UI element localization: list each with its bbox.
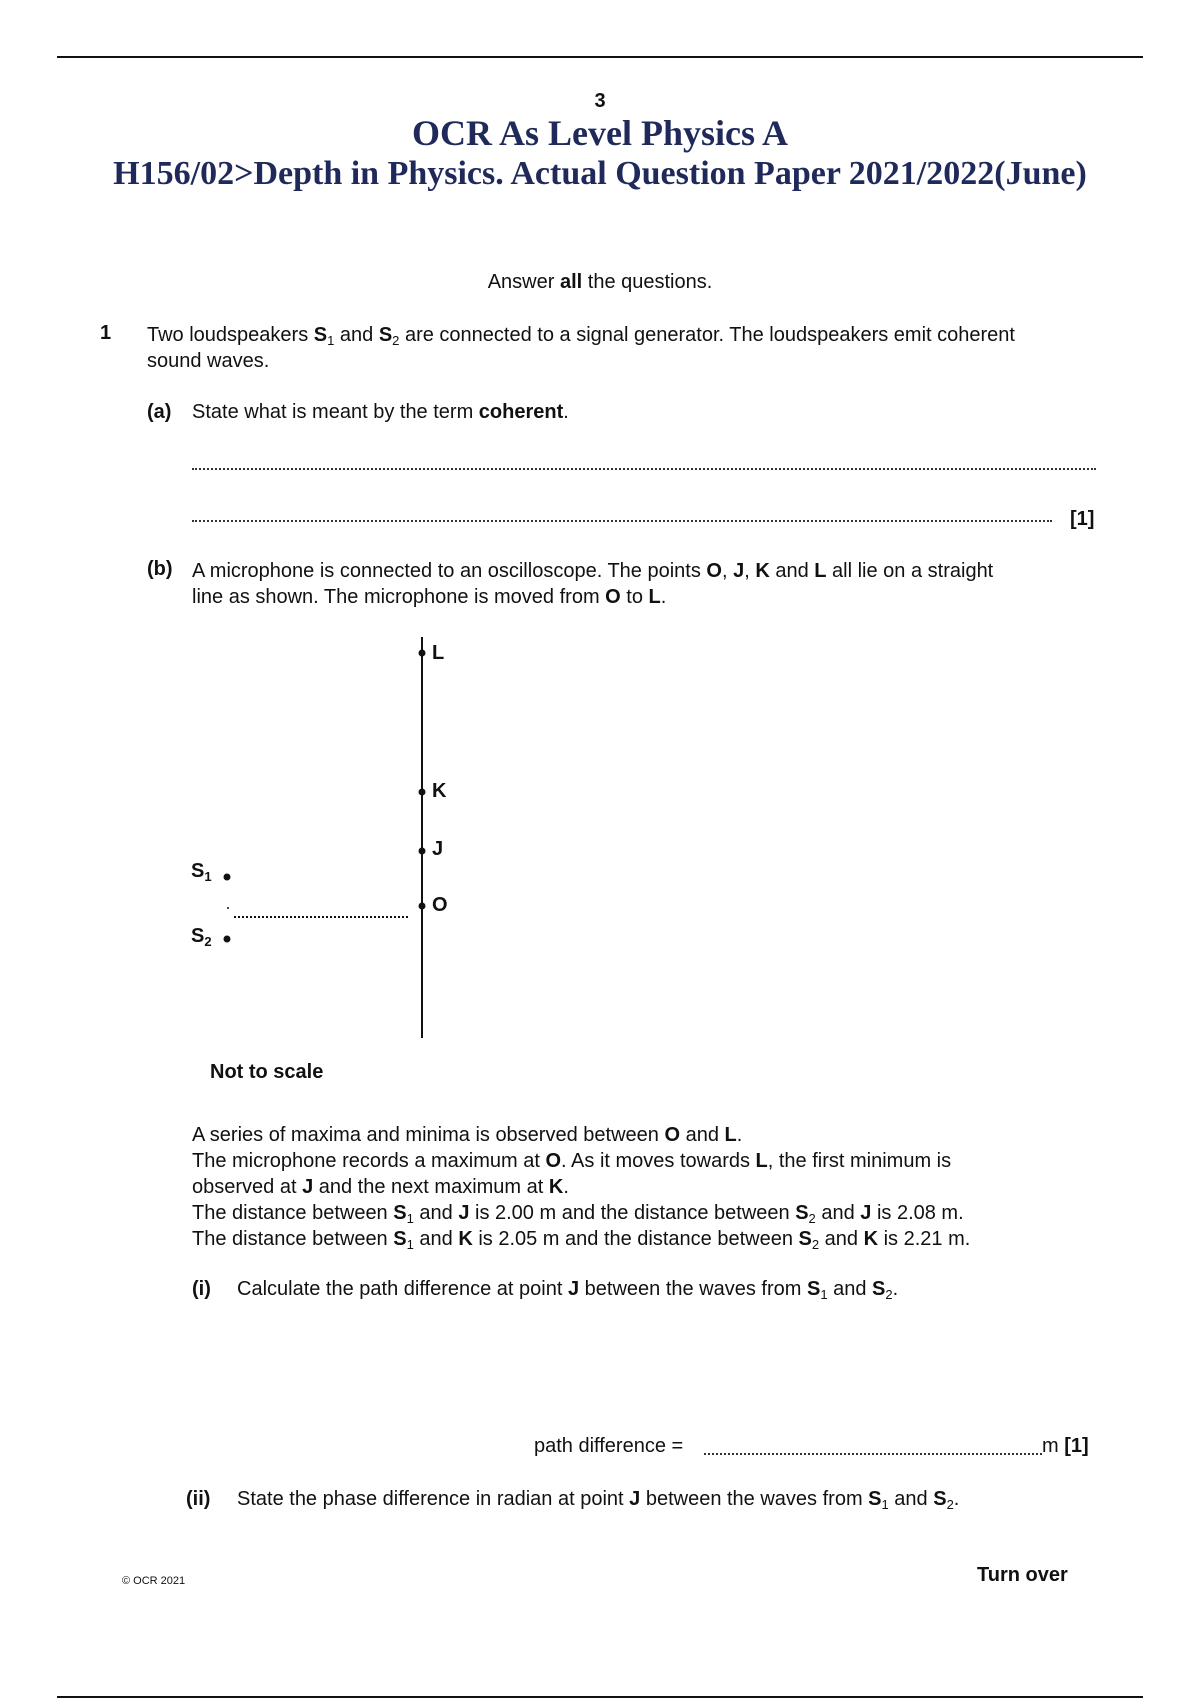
copyright: © OCR 2021 [122, 1575, 186, 1587]
point-K [419, 789, 426, 796]
question-number: 1 [100, 322, 112, 344]
page-number: 3 [594, 90, 606, 112]
part-ii-label: (ii) [186, 1488, 211, 1510]
source-S1 [224, 874, 231, 881]
observations: A series of maxima and minima is observed between O and L. The microphone records a maximum at O. As it moves towards L, the first minimum is observed at J and the next maximum at K. The distance between $S_1$ and J is 2.00 m and the distance between $S_2$ and J is 2.08 m. The distance between $S_1$ and K is 2.05 m and the distance between $S_2$ and K is 2.21 m. [192, 1124, 971, 1252]
path-difference-unit: m [1] [1042, 1435, 1089, 1457]
midpoint-dot [227, 907, 229, 909]
question-intro: Two loudspeakers $S_1$ and $S_2$ are connected to a signal generator. The loudspeakers emit coherent sound waves. [147, 324, 1015, 372]
path-difference-label: path difference = [534, 1435, 684, 1457]
label-S2: $S_2$ [191, 925, 212, 949]
part-b-label: (b) [147, 558, 173, 580]
point-O [419, 903, 426, 910]
label-K: K [432, 780, 447, 802]
part-a-text: State what is meant by the term coherent. [192, 401, 569, 423]
marks: [1] [1070, 508, 1095, 530]
part-ii-text: State the phase difference in radian at point J between the waves from $S_1$ and $S_2$. [237, 1488, 960, 1512]
label-L: L [432, 642, 445, 664]
paper-subtitle: H156/02>Depth in Physics. Actual Question Paper 2021/2022(June) [113, 155, 1087, 192]
part-a-label: (a) [147, 401, 172, 423]
label-O: O [432, 894, 448, 916]
diagram-caption: Not to scale [210, 1061, 324, 1083]
label-J: J [432, 838, 444, 860]
instructions: Answer all the questions. [487, 271, 713, 293]
part-i-label: (i) [192, 1278, 211, 1300]
bottom-rule [57, 1696, 1143, 1698]
point-J [419, 848, 426, 855]
point-L [419, 650, 426, 657]
part-b-text: A microphone is connected to an oscilloscope. The points O, J, K and L all lie on a straight line as shown. The microphone is moved from O to L. [192, 560, 994, 608]
label-S1: $S_1$ [191, 860, 212, 884]
path-difference-answer-line[interactable] [704, 1453, 1042, 1455]
source-S2 [224, 936, 231, 943]
paper-title: OCR As Level Physics A [411, 113, 788, 153]
turn-over: Turn over [977, 1564, 1068, 1586]
part-i-text: Calculate the path difference at point J between the waves from $S_1$ and $S_2$. [237, 1278, 899, 1302]
